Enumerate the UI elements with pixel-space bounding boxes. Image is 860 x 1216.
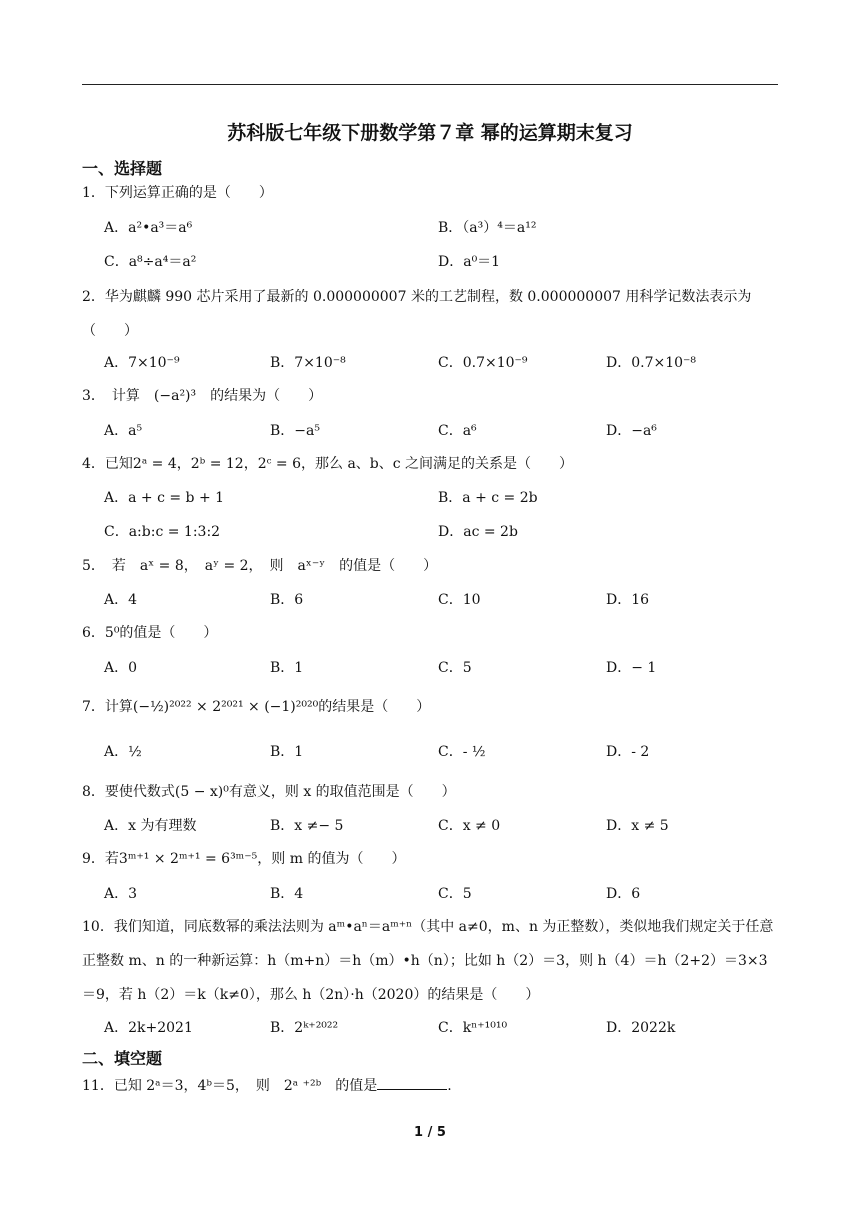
q2-option-a: A．7×10⁻⁹ [104,355,180,371]
q3-option-b: B．−a⁵ [270,423,320,439]
q5-option-c: C．10 [438,592,481,608]
q11-period: . [447,1078,452,1094]
q8-option-b: B．x ≠− 5 [270,818,344,834]
q7-option-c: C．- ½ [438,744,486,760]
q6-option-d: D．− 1 [606,660,657,676]
q3-option-d: D．−a⁶ [606,423,657,439]
header-rule [82,84,778,85]
q1-option-b: B．（a³）⁴＝a¹² [438,220,537,236]
q5-option-a: A．4 [104,592,138,608]
q3-option-c: C．a⁶ [438,423,477,439]
q1-option-c: C．a⁸÷a⁴＝a² [104,254,197,270]
question-5: 5． 若 aˣ = 8， aʸ = 2， 则 aˣ⁻ʸ 的值是（ ） [82,558,438,574]
q7-option-b: B．1 [270,744,304,760]
q2-option-c: C．0.7×10⁻⁹ [438,355,528,371]
question-7: 7．计算(−½)²⁰²² × 2²⁰²¹ × (−1)²⁰²⁰的结果是（ ） [82,699,431,715]
q7-option-a: A．½ [104,744,142,760]
q9-option-b: B．4 [270,886,304,902]
q8-option-c: C．x ≠ 0 [438,818,501,834]
q11-text: 11．已知 2ᵃ＝3，4ᵇ＝5， 则 2ᵃ ⁺²ᵇ 的值是 [82,1078,378,1094]
q10-option-c: C．kⁿ⁺¹⁰¹⁰ [438,1020,508,1036]
question-11 [82,1075,780,1097]
q6-option-a: A．0 [104,660,138,676]
question-8: 8．要使代数式(5 − x)⁰有意义，则 x 的取值范围是（ ） [82,784,456,800]
question-1: 1．下列运算正确的是（ ） [82,185,273,201]
q10-option-a: A．2k+2021 [104,1020,193,1036]
q9-option-d: D．6 [606,886,641,902]
q9-option-c: C．5 [438,886,472,902]
q2-option-d: D．0.7×10⁻⁸ [606,355,697,371]
q8-option-d: D．x ≠ 5 [606,818,669,834]
page-title: 苏科版七年级下册数学第７章 幂的运算期末复习 [227,122,633,144]
question-9: 9．若3ᵐ⁺¹ × 2ᵐ⁺¹ = 6³ᵐ⁻⁵，则 m 的值为（ ） [82,851,406,867]
question-10: 10．我们知道，同底数幂的乘法法则为 aᵐ•aⁿ＝aᵐ⁺ⁿ（其中 a≠0，m、n 为正整数），类似地我们规定关于任意正整数 m、n 的一种新运算：h（m+n）＝h（m）•h（n）；比如 h（2）＝3，则 h（4）＝h（2+2）＝3×3＝9，若 h（2）＝k（k≠0），那么 h（2n）·h（2020）的结果是（ ） [82,919,774,1003]
q6-option-b: B．1 [270,660,304,676]
question-6: 6．5⁰的值是（ ） [82,625,218,641]
q3-option-a: A．a⁵ [104,423,143,439]
q2-option-b: B．7×10⁻⁸ [270,355,346,371]
q10-option-d: D．2022k [606,1020,676,1036]
question-2: 2．华为麒麟 990 芯片采用了最新的 0.000000007 米的工艺制程，数 0.000000007 用科学记数法表示为（ ） [82,289,752,339]
q1-option-d: D．a⁰＝1 [438,254,501,270]
q7-option-d: D．- 2 [606,744,650,760]
q6-option-c: C．5 [438,660,472,676]
q10-option-b: B．2ᵏ⁺²⁰²² [270,1020,339,1036]
section-heading-fill: 二、填空题 [82,1049,163,1068]
q4-option-b: B．a + c = 2b [438,490,538,506]
q8-option-a: A．x 为有理数 [104,818,197,834]
section-heading-choice: 一、选择题 [82,159,163,178]
q4-option-d: D．ac = 2b [438,524,518,540]
q1-option-a: A．a²•a³＝a⁶ [104,220,193,236]
question-4: 4．已知2ᵃ = 4，2ᵇ = 12，2ᶜ = 6，那么 a、b、c 之间满足的关系是（ ） [82,456,574,472]
q4-option-a: A．a + c = b + 1 [104,490,225,506]
q5-option-d: D．16 [606,592,650,608]
q5-option-b: B．6 [270,592,304,608]
q4-option-c: C．a:b:c = 1:3:2 [104,524,221,540]
q9-option-a: A．3 [104,886,138,902]
answer-blank[interactable] [377,1075,447,1090]
page-number: 1 / 5 [414,1125,446,1140]
question-3: 3． 计算 (−a²)³ 的结果为（ ） [82,388,323,404]
